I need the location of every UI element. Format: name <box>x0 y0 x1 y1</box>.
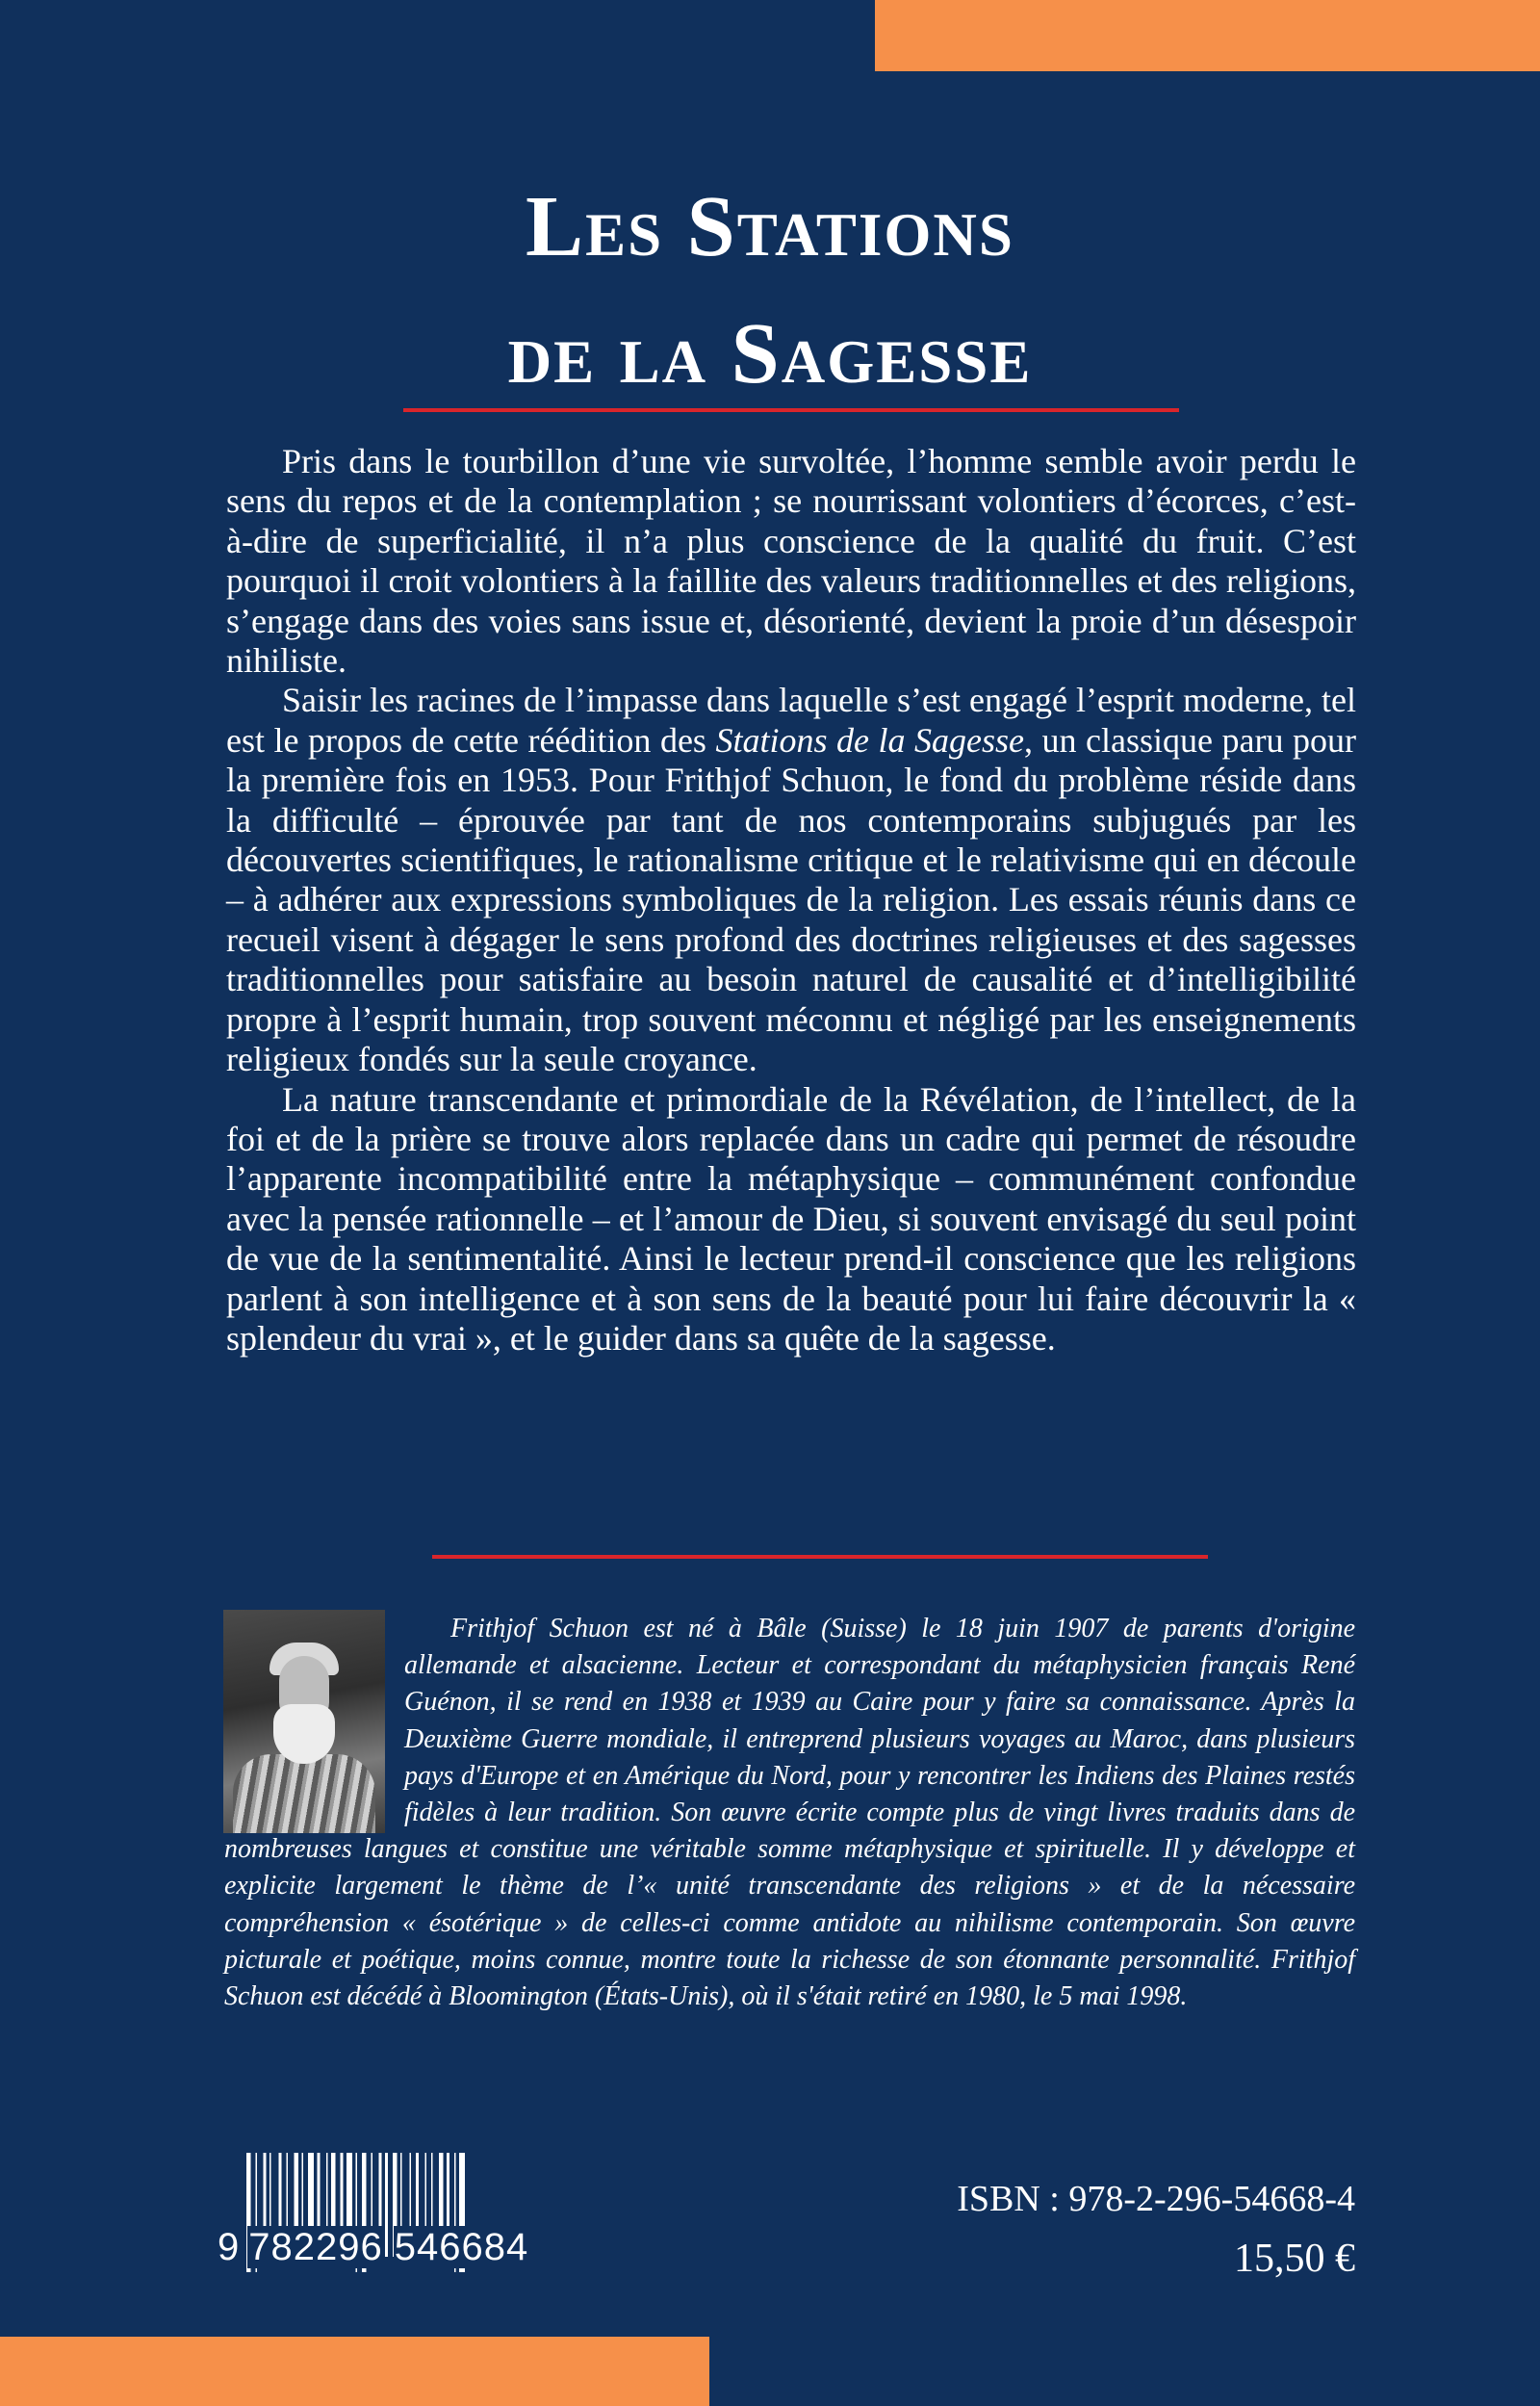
author-bio-text: Frithjof Schuon est né à Bâle (Suisse) le 18 juin 1907 de parents d'origine allemande et alsacienne. Lecteur et correspondant du métaphysicien français René Guénon, il se rend en 1938 et 1939 au Caire pour y faire sa connaissance. Après la Deuxième Guerre mondiale, il entreprend plusieurs voyages au Maroc, dans plusieurs pays d'Europe et en Amérique du Nord, pour y rencontrer les Indiens des Plaines restés fidèles à leur tradition. Son œuvre écrite compte plus de vingt livres traduits dans de nombreuses langues et constitue une véritable somme métaphysique et spirituelle. Il y développe et explicite largement le thème de l’« unité transcendante des religions » et de la nécessaire compréhension « ésotérique » de celles-ci comme antidote au nihilisme contemporain. Son œuvre picturale et poétique, moins connue, montre toute la richesse de son étonnante personnalité. Frithjof Schuon est décédé à Bloomington (États-Unis), où il s'était retiré en 1980, le 5 mai 1998. <box>224 1614 1355 2012</box>
barcode-group-1: 782296 <box>248 2226 383 2268</box>
barcode-group-2: 546684 <box>394 2226 529 2268</box>
book-description <box>226 442 1356 1358</box>
barcode-lead-digit: 9 <box>218 2226 241 2268</box>
book-title <box>0 164 1540 418</box>
author-photo <box>223 1610 385 1833</box>
top-accent-bar <box>875 0 1540 71</box>
bottom-accent-bar <box>0 2337 709 2406</box>
description-p2-book-title: Stations de la Sagesse <box>715 720 1024 760</box>
description-paragraph-2 <box>226 681 1356 1079</box>
author-photo-beard <box>273 1704 335 1764</box>
title-line-2: de la Sagesse <box>507 306 1033 401</box>
barcode-digits <box>218 2224 558 2270</box>
description-p2-start: Saisir les racines de l’impasse dans laquelle s’est engagé l’esprit moderne, tel est le propos de cette réédition des <box>226 681 1356 760</box>
description-paragraph-3: La nature transcendante et primordiale de la Révélation, de l’intellect, de la foi et de la prière se trouve alors replacée dans un cadre qui permet de résoudre l’apparente incompatibilité entre la métaphysique – communément confondue avec la pensée rationnelle – et l’amour de Dieu, si souvent envisagé du seul point de vue de la sentimentalité. Ainsi le lecteur prend-il conscience que les religions parlent à son intelligence et à son sens de la beauté pour lui faire découvrir la « splendeur du vrai », et le guider dans sa quête de la sagesse. <box>226 1079 1356 1358</box>
author-photo-robe <box>233 1754 375 1833</box>
title-line-1: Les Stations <box>526 179 1014 274</box>
description-divider <box>432 1555 1208 1559</box>
price: 15,50 € <box>1234 2237 1355 2281</box>
description-paragraph-1: Pris dans le tourbillon d’une vie survoltée, l’homme semble avoir perdu le sens du repos et de la contemplation ; se nourrissant volontiers d’écorces, c’est-à-dire de superficialité, il n’a plus conscience de la qualité du fruit. C’est pourquoi il croit volontiers à la faillite des valeurs traditionnelles et des religions, s’engage dans des voies sans issue et, désorienté, devient la proie d’un désespoir nihiliste. <box>226 442 1356 681</box>
isbn: ISBN : 978-2-296-54668-4 <box>957 2179 1355 2219</box>
description-p2-end: , un classique paru pour la première fois en 1953. Pour Frithjof Schuon, le fond du problème réside dans la difficulté – éprouvée par tant de nos contemporains subjugués par les découvertes scientifiques, le rationalisme critique et le relativisme qui en découle – à adhérer aux expressions symboliques de la religion. Les essais réunis dans ce recueil visent à dégager le sens profond des doctrines religieuses et des sagesses traditionnelles pour satisfaire au besoin naturel de causalité et d’intelligibilité propre à l’esprit humain, trop souvent méconnu et négligé par les enseignements religieux fondés sur la seule croyance. <box>226 720 1356 1079</box>
title-divider <box>403 408 1179 412</box>
author-biography <box>224 1611 1355 2015</box>
